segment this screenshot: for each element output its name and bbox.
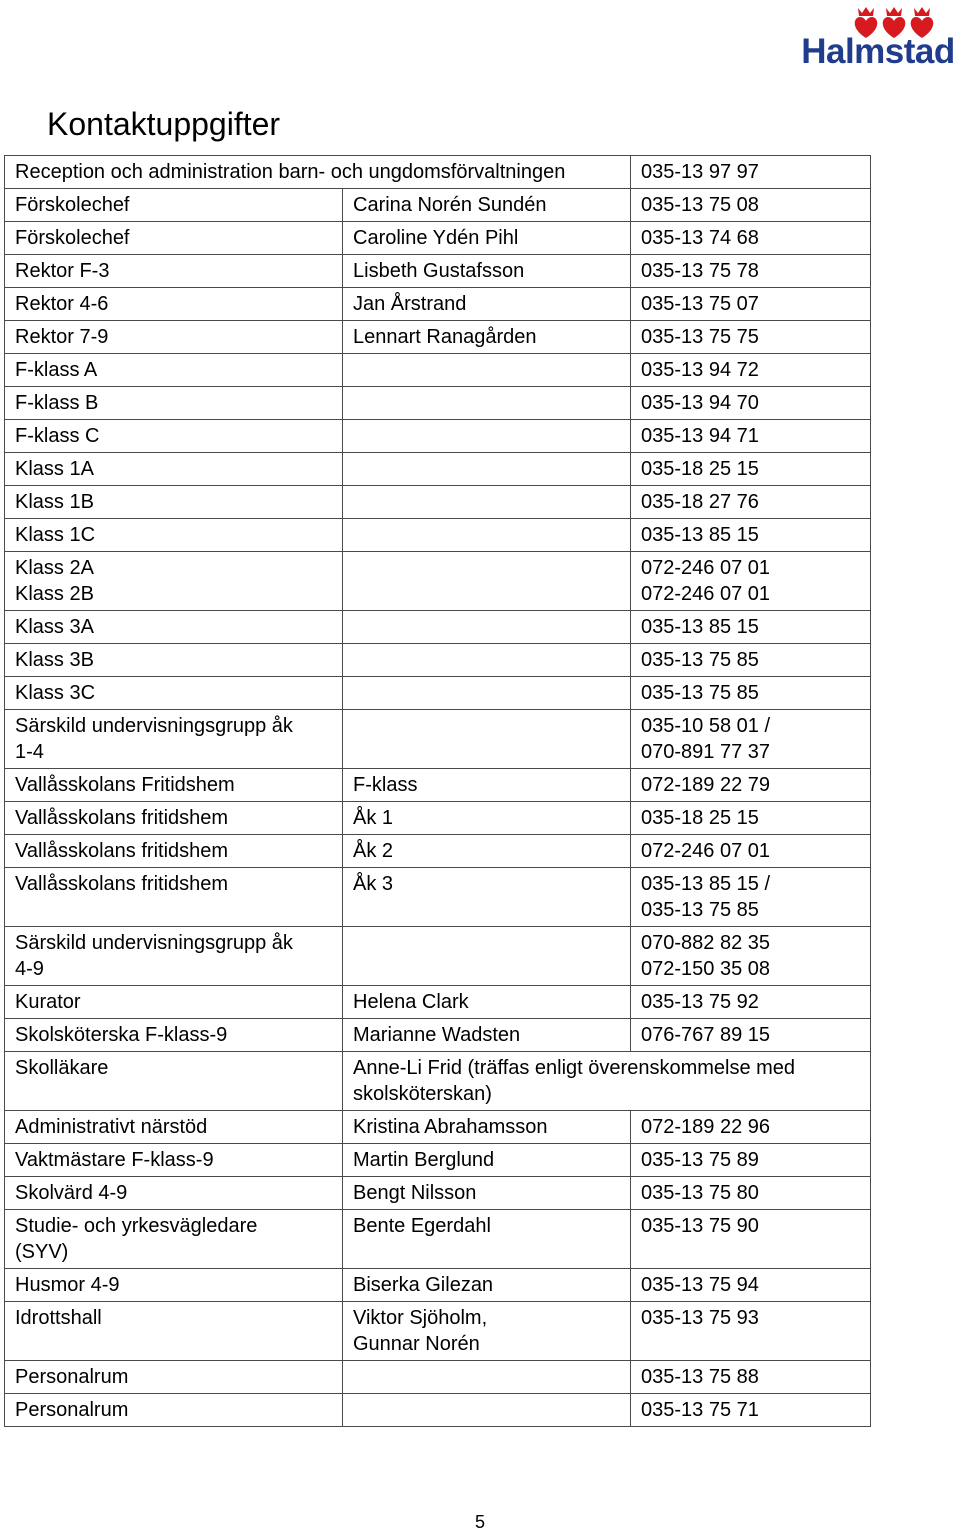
cell-role: Personalrum: [5, 1394, 343, 1427]
cell-role: Skolläkare: [5, 1052, 343, 1111]
cell-phone: 035-13 94 72: [631, 354, 871, 387]
cell-phone: 035-13 75 90: [631, 1210, 871, 1269]
cell-role: Idrottshall: [5, 1302, 343, 1361]
cell-name: Carina Norén Sundén: [343, 189, 631, 222]
cell-role: Förskolechef: [5, 189, 343, 222]
contacts-table: [4, 155, 871, 1427]
cell-role: F-klass B: [5, 387, 343, 420]
table-row: [5, 189, 871, 222]
cell-role: Klass 1B: [5, 486, 343, 519]
cell-name: Åk 2: [343, 835, 631, 868]
table-row: [5, 519, 871, 552]
cell-name: Marianne Wadsten: [343, 1019, 631, 1052]
cell-role: Rektor 4-6: [5, 288, 343, 321]
cell-phone: 035-13 75 75: [631, 321, 871, 354]
cell-name: [343, 1394, 631, 1427]
cell-role: Vallåsskolans fritidshem: [5, 835, 343, 868]
cell-role: Skolvärd 4-9: [5, 1177, 343, 1210]
table-row: [5, 354, 871, 387]
cell-phone: 035-13 75 71: [631, 1394, 871, 1427]
cell-phone: 035-13 75 89: [631, 1144, 871, 1177]
cell-role: Personalrum: [5, 1361, 343, 1394]
logo-text: Halmstad: [801, 32, 955, 71]
cell-phone: 035-13 85 15 / 035-13 75 85: [631, 868, 871, 927]
cell-role: Husmor 4-9: [5, 1269, 343, 1302]
table-row: [5, 644, 871, 677]
table-row: [5, 321, 871, 354]
cell-phone: 035-13 75 80: [631, 1177, 871, 1210]
cell-phone: 035-13 75 85: [631, 644, 871, 677]
cell-phone: 072-246 07 01: [631, 835, 871, 868]
cell-role: F-klass A: [5, 354, 343, 387]
cell-role: Klass 1A: [5, 453, 343, 486]
cell-name: Martin Berglund: [343, 1144, 631, 1177]
cell-phone: 035-13 75 08: [631, 189, 871, 222]
cell-role: Vallåsskolans Fritidshem: [5, 769, 343, 802]
cell-phone: 035-13 75 94: [631, 1269, 871, 1302]
cell-name: [343, 354, 631, 387]
table-row: [5, 387, 871, 420]
table-row: [5, 1052, 871, 1111]
cell-phone: 076-767 89 15: [631, 1019, 871, 1052]
cell-role: Förskolechef: [5, 222, 343, 255]
table-row: [5, 486, 871, 519]
cell-role: Administrativt närstöd: [5, 1111, 343, 1144]
cell-phone: 035-18 27 76: [631, 486, 871, 519]
cell-phone: 035-13 75 93: [631, 1302, 871, 1361]
cell-phone: 035-13 75 92: [631, 986, 871, 1019]
cell-role: Kurator: [5, 986, 343, 1019]
cell-role: Klass 1C: [5, 519, 343, 552]
cell-phone: 070-882 82 35 072-150 35 08: [631, 927, 871, 986]
cell-name: [343, 387, 631, 420]
table-row: [5, 156, 871, 189]
cell-role: Rektor 7-9: [5, 321, 343, 354]
cell-name: Viktor Sjöholm, Gunnar Norén: [343, 1302, 631, 1361]
table-row: [5, 420, 871, 453]
cell-phone: 035-13 75 07: [631, 288, 871, 321]
table-row: [5, 710, 871, 769]
table-row: [5, 1394, 871, 1427]
table-row: [5, 769, 871, 802]
cell-name: [343, 611, 631, 644]
table-row: [5, 1144, 871, 1177]
cell-phone: 035-10 58 01 / 070-891 77 37: [631, 710, 871, 769]
cell-name: [343, 420, 631, 453]
cell-name: F-klass: [343, 769, 631, 802]
cell-role: Särskild undervisningsgrupp åk 1-4: [5, 710, 343, 769]
table-row: [5, 1302, 871, 1361]
table-row: [5, 677, 871, 710]
cell-name: Åk 1: [343, 802, 631, 835]
cell-name: Åk 3: [343, 868, 631, 927]
cell-role: Särskild undervisningsgrupp åk 4-9: [5, 927, 343, 986]
cell-phone: 035-18 25 15: [631, 453, 871, 486]
cell-phone: 035-13 97 97: [631, 156, 871, 189]
cell-role: Skolsköterska F-klass-9: [5, 1019, 343, 1052]
cell-name: Bente Egerdahl: [343, 1210, 631, 1269]
cell-name: [343, 1361, 631, 1394]
cell-phone: 072-189 22 79: [631, 769, 871, 802]
table-row: [5, 986, 871, 1019]
table-row: [5, 288, 871, 321]
cell-phone: 072-246 07 01 072-246 07 01: [631, 552, 871, 611]
contacts-table-body: [5, 156, 871, 1427]
cell-role: Vallåsskolans fritidshem: [5, 868, 343, 927]
cell-role: Klass 3A: [5, 611, 343, 644]
cell-phone: 072-189 22 96: [631, 1111, 871, 1144]
cell-role: Rektor F-3: [5, 255, 343, 288]
table-row: [5, 552, 871, 611]
cell-name: Kristina Abrahamsson: [343, 1111, 631, 1144]
cell-name: Caroline Ydén Pihl: [343, 222, 631, 255]
cell-phone: 035-13 75 78: [631, 255, 871, 288]
table-row: [5, 222, 871, 255]
cell-name: Anne-Li Frid (träffas enligt överenskommelse med skolsköterskan): [343, 1052, 871, 1111]
halmstad-logo: [800, 4, 956, 72]
cell-role: Klass 3B: [5, 644, 343, 677]
table-row: [5, 1269, 871, 1302]
cell-name: [343, 453, 631, 486]
cell-name: [343, 486, 631, 519]
table-row: [5, 835, 871, 868]
cell-name: [343, 710, 631, 769]
page-title: Kontaktuppgifter: [47, 106, 281, 142]
cell-role: Reception och administration barn- och ungdomsförvaltningen: [5, 156, 631, 189]
table-row: [5, 802, 871, 835]
cell-role: Vaktmästare F-klass-9: [5, 1144, 343, 1177]
cell-role: Studie- och yrkesvägledare (SYV): [5, 1210, 343, 1269]
table-row: [5, 611, 871, 644]
cell-name: Helena Clark: [343, 986, 631, 1019]
cell-phone: 035-13 75 85: [631, 677, 871, 710]
cell-name: [343, 644, 631, 677]
cell-name: Jan Årstrand: [343, 288, 631, 321]
cell-name: Bengt Nilsson: [343, 1177, 631, 1210]
table-row: [5, 1210, 871, 1269]
table-row: [5, 255, 871, 288]
cell-name: Lennart Ranagården: [343, 321, 631, 354]
page-number: 5: [474, 1512, 485, 1532]
cell-name: Lisbeth Gustafsson: [343, 255, 631, 288]
cell-phone: 035-13 94 70: [631, 387, 871, 420]
cell-role: Vallåsskolans fritidshem: [5, 802, 343, 835]
table-row: [5, 868, 871, 927]
cell-phone: 035-13 85 15: [631, 611, 871, 644]
cell-role: Klass 3C: [5, 677, 343, 710]
table-row: [5, 453, 871, 486]
table-row: [5, 927, 871, 986]
table-row: [5, 1177, 871, 1210]
cell-phone: 035-18 25 15: [631, 802, 871, 835]
cell-phone: 035-13 94 71: [631, 420, 871, 453]
cell-phone: 035-13 85 15: [631, 519, 871, 552]
cell-name: [343, 927, 631, 986]
cell-name: Biserka Gilezan: [343, 1269, 631, 1302]
table-row: [5, 1361, 871, 1394]
cell-name: [343, 552, 631, 611]
cell-phone: 035-13 75 88: [631, 1361, 871, 1394]
table-row: [5, 1019, 871, 1052]
cell-name: [343, 677, 631, 710]
cell-phone: 035-13 74 68: [631, 222, 871, 255]
cell-role: F-klass C: [5, 420, 343, 453]
cell-role: Klass 2A Klass 2B: [5, 552, 343, 611]
table-row: [5, 1111, 871, 1144]
cell-name: [343, 519, 631, 552]
